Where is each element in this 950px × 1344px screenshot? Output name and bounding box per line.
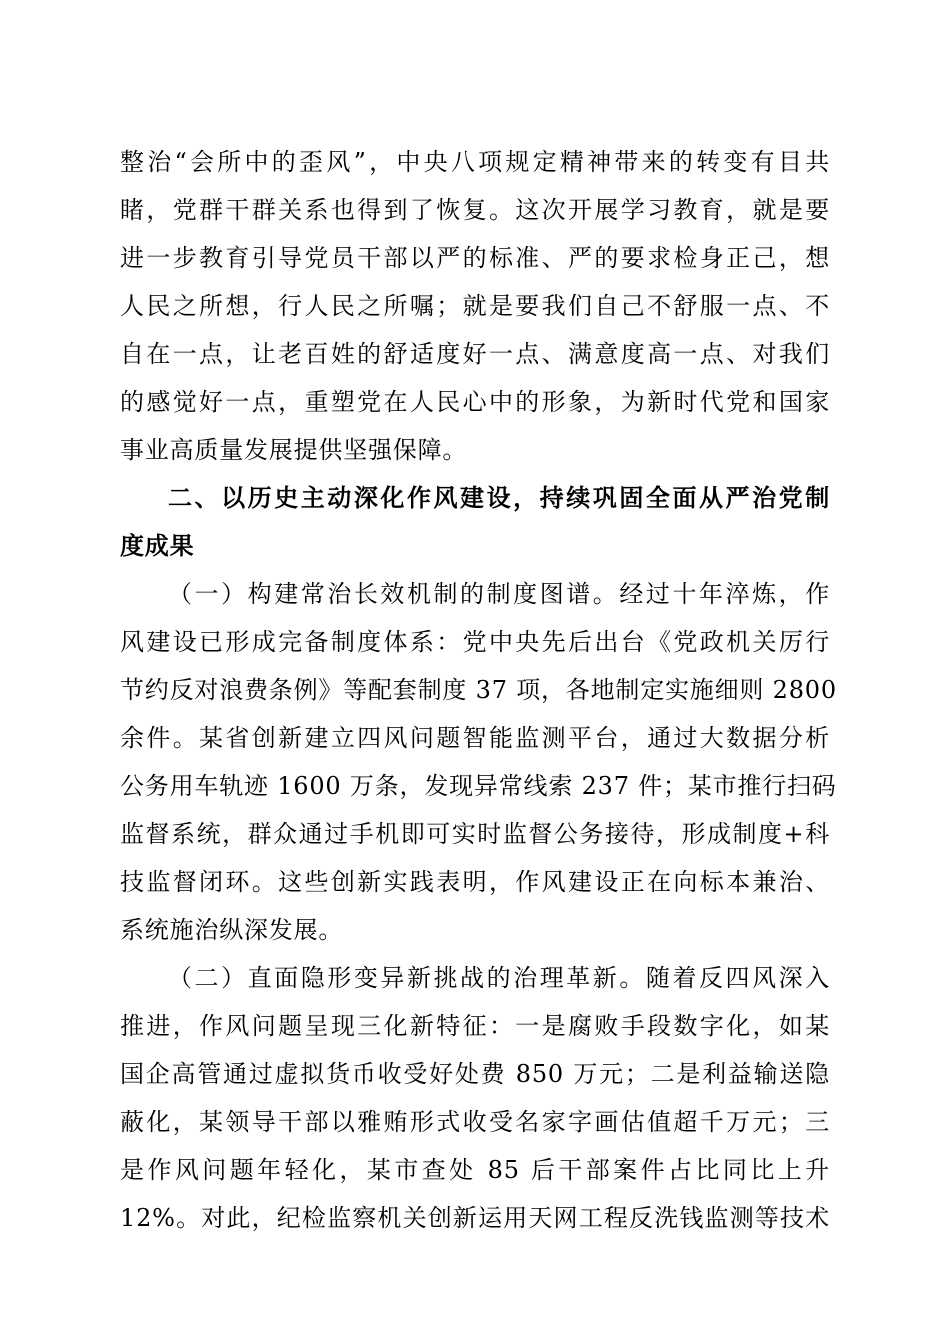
subsection-paragraph-start: （一）构建常治长效机制的制度图谱。经过十年淬炼，作 [168,580,830,608]
body-line: 事业高质量发展提供坚强保障。 [120,436,468,464]
body-line: 风建设已形成完备制度体系：党中央先后出台《党政机关厉行 [120,628,830,656]
body-line: 监督系统，群众通过手机即可实时监督公务接待，形成制度+科 [120,820,830,848]
body-line: 节约反对浪费条例》等配套制度 37 项，各地制定实施细则 2800 [120,676,837,704]
body-line: 睹，党群干群关系也得到了恢复。这次开展学习教育，就是要 [120,196,830,224]
body-line: 整治“会所中的歪风”，中央八项规定精神带来的转变有目共 [120,148,830,176]
body-line: 12%。对此，纪检监察机关创新运用天网工程反洗钱监测等技术 [120,1204,830,1232]
body-line: 技监督闭环。这些创新实践表明，作风建设正在向标本兼治、 [120,868,830,896]
document-body [120,138,837,1242]
section-heading-continued: 度成果 [120,532,195,560]
body-line: 自在一点，让老百姓的舒适度好一点、满意度高一点、对我们 [120,340,830,368]
body-line: 公务用车轨迹 1600 万条，发现异常线索 237 件；某市推行扫码 [120,772,837,800]
body-line: 人民之所想，行人民之所嘱；就是要我们自己不舒服一点、不 [120,292,830,320]
body-line: 的感觉好一点，重塑党在人民心中的形象，为新时代党和国家 [120,388,830,416]
body-line: 余件。某省创新建立四风问题智能监测平台，通过大数据分析 [120,724,830,752]
body-line: 推进，作风问题呈现三化新特征：一是腐败手段数字化，如某 [120,1012,830,1040]
subsection-paragraph-start: （二）直面隐形变异新挑战的治理革新。随着反四风深入 [168,964,830,992]
section-heading: 二、以历史主动深化作风建设，持续巩固全面从严治党制 [168,484,830,512]
body-line: 是作风问题年轻化，某市查处 85 后干部案件占比同比上升 [120,1156,830,1184]
body-line: 蔽化，某领导干部以雅贿形式收受名家字画估值超千万元；三 [120,1108,830,1136]
body-line: 进一步教育引导党员干部以严的标准、严的要求检身正己，想 [120,244,830,272]
body-line: 系统施治纵深发展。 [120,916,344,944]
body-line: 国企高管通过虚拟货币收受好处费 850 万元；二是利益输送隐 [120,1060,830,1088]
